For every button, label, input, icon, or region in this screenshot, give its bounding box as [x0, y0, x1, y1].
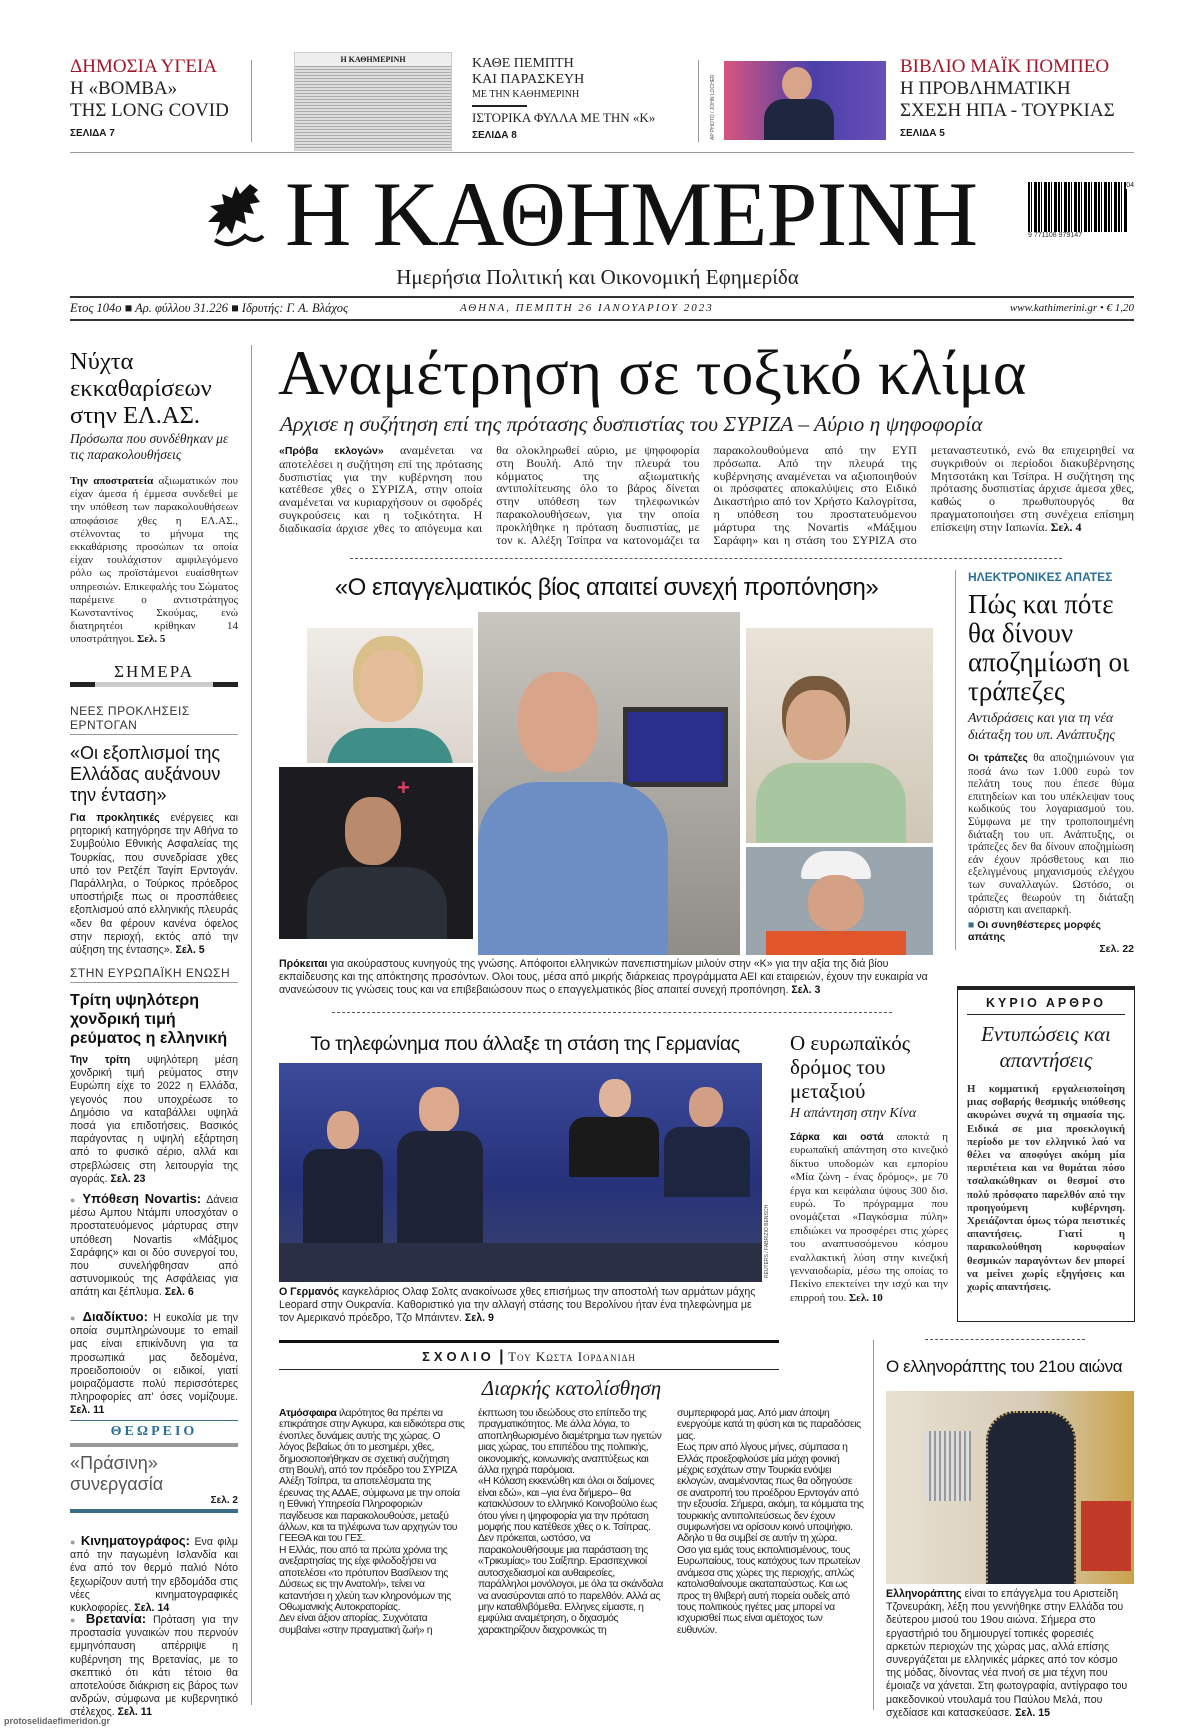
related-link[interactable] [968, 919, 1134, 943]
barcode-issue: 04 [1126, 182, 1134, 189]
thumbnail-title: Η ΚΑΘΗΜΕΡΙΝΗ [295, 53, 451, 66]
divider [70, 152, 1134, 153]
portrait-clothes [478, 782, 668, 955]
commentary-body [279, 1408, 864, 1636]
page-ref: Σελ. 4 [1050, 519, 1082, 534]
portrait-clothes [307, 867, 447, 939]
masthead-subtitle: Ημερήσια Πολιτική και Οικονομική Εφημερίδα [396, 265, 799, 289]
portrait-masked-woman-photo [746, 628, 933, 843]
photo-credit: REUTERS / FABRIZIO BENSCH [764, 1204, 770, 1278]
pompeo-photo [724, 61, 886, 140]
article-subtitle: Η απάντηση στην Κίνα [790, 1106, 917, 1121]
masthead-title: Η ΚΑΘΗΜΕΡΙΝΗ [285, 163, 978, 265]
section-label: ΣΗΜΕΡΑ [114, 662, 194, 681]
portrait-face [518, 672, 598, 772]
barcode [1028, 182, 1134, 248]
article-body [968, 752, 1134, 917]
person-suit [664, 1127, 750, 1197]
article-body [70, 475, 238, 647]
page-ref: Σελ. 2 [210, 1495, 238, 1506]
section-label: ΣΧΟΛΙΟ [422, 1349, 495, 1364]
portrait-clothes [766, 931, 906, 955]
divider [698, 60, 699, 142]
embroidery-machine [926, 1431, 971, 1501]
divider [70, 682, 238, 687]
portrait-face [359, 650, 417, 722]
brief-lead: Βρετανία: [85, 1611, 147, 1626]
brief-internet[interactable] [70, 1310, 238, 1418]
section-label: ΚΥΡΙΟ ΑΡΘΡΟ [967, 996, 1125, 1015]
teaser-title: ΤΗΣ LONG COVID [70, 100, 229, 121]
article-title: «Οι εξοπλισμοί της Ελλάδας αυξάνουν την ένταση» [70, 743, 221, 805]
article-title: «Πράσινη» συνεργασία [70, 1453, 164, 1494]
divider [332, 1012, 892, 1013]
lead-headline: Αναμέτρηση σε τοξικό κλίμα [278, 337, 1027, 408]
brief-text: Δάνεια μέσω Αμπου Ντάμπι υποσχόταν ο προστατευόμενος μάρτυρας στην υπόθεση Novartis «Μάξιμος Σαράφης» και οι δύο συνεργοί του, που συνελήφθησαν από αστυνομικούς της Ασφάλειας για απάτη και ξέπλυμα. [70, 1194, 238, 1299]
page-ref: Σελ. 3 [791, 984, 821, 997]
today-header [70, 662, 238, 687]
divider [70, 319, 1134, 321]
article-lead: Ελληνοράπτης [886, 1588, 962, 1600]
teaser-page: ΣΕΛΙΔΑ 5 [900, 128, 945, 139]
page-ref: Σελ. 5 [137, 633, 166, 646]
article-title: Εντυπώσεις και απαντήσεις [981, 1022, 1111, 1072]
page-ref: Σελ. 22 [1099, 942, 1134, 955]
article-banks[interactable] [968, 570, 1134, 955]
brief-cinema[interactable] [70, 1534, 238, 1615]
theoreio-box[interactable] [70, 1420, 238, 1513]
teaser-kicker: ΔΗΜΟΣΙΑ ΥΓΕΙΑ [70, 56, 218, 77]
brief-text: Πρόταση για την προστασία γυναικών που περνούν εμμηνόπαυση απέρριψε η κυβέρνηση της Βρετανίας, με το σκεπτικό ότι κάτι τέτοιο θα αποτελούσε διάκριση εις βάρος των ανδρών, σύμφωνα με κυβερνητικό στέλεχος. [70, 1614, 238, 1719]
portrait-older-man-photo [478, 612, 740, 955]
page-ref: Σελ. 9 [464, 1312, 494, 1325]
lead-subheadline: Αρχισε η συζήτηση επί της πρότασης δυσπιστίας του ΣΥΡΙΖΑ – Αύριο η ψηφοφορία [280, 412, 983, 436]
commentary-header [279, 1348, 779, 1370]
brief-text: Η ευκολία με την οποία συμπληρώνουμε το email μας είναι επικίνδυνη για τα προσωπικά μας δεδομένα, προειδοποιούν οι ειδικοί, γιατί μοιραζόμαστε πολύ περισσότερες πληροφορίες απ' όσες νομίζουμε. [70, 1312, 239, 1404]
monitor [623, 707, 728, 787]
teaser-title: ΣΧΕΣΗ ΗΠΑ - ΤΟΥΡΚΙΑΣ [900, 100, 1115, 121]
brief-text: Ενα φιλμ από την παγωμένη Ισλανδία και ένα από τον θερμό παλιό Νότο ξεχωρίζουν αυτή την εβδομάδα στις νέες κινηματογραφικές κυκλοφορίες. [70, 1536, 238, 1615]
article-text: ενέργειες και ρητορική κατηγόρησε την Αθήνα το Συμβούλιο Εθνικής Ασφαλείας της Τουρκίας, που συνεδρίασε χθες υπό τον Ρετζέπ Ταγίπ Ερντογάν. Παράλληλα, ο Τούρκος πρόεδρος υποστήριξε πως οι προσπάθειες εξοπλισμού από ελληνικής πλευράς «δεν θα φέρουν κανένα όφελος στην περιοχή, εκτός από την αύξηση της έντασης». [70, 812, 238, 957]
column-divider [873, 1340, 874, 1710]
person-suit [303, 1149, 383, 1249]
article-lead: Οι τράπεζες [968, 753, 1028, 764]
article-police-purge[interactable] [70, 348, 238, 647]
separator: | [499, 1348, 504, 1365]
page-ref: Σελ. 15 [1015, 1706, 1051, 1719]
article-body: Η κομματική εργαλειοποίηση μιας σοβαρής θεσμικής υπόθεσης ακυρώνει συχνά τη σημασία της. Ειδικά σε μια προεκλογική περίοδο με τον ελληνικό λαό να θέλει να αποφύγει ακόμη μία περιπέτεια και να θυμάται πόσο τσαλακώθηκαν οι θεσμοί στο πολύ πρόσφατο παρελθόν από την προηγούμενη κυβέρνηση. Χρειάζονται όμως τώρα πειστικές απαντήσεις. Γιατί η παρακολούθηση κορυφαίων θεσμικών παραγόντων δεν μπορεί να μείνει χωρίς εξηγήσεις και χωρίς απαντήσεις. [967, 1083, 1125, 1294]
person-face [327, 1111, 359, 1149]
teaser-title: Η ΠΡΟΒΛΗΜΑΤΙΚΗ [900, 78, 1071, 99]
page-ref: Σελ. 10 [848, 1291, 883, 1304]
germany-headline: Το τηλεφώνημα που άλλαξε τη στάση της Γερμανίας [310, 1033, 740, 1055]
barcode-number: 9 771108 979147 [1028, 232, 1082, 239]
section-label: ΝΕΕΣ ΠΡΟΚΛΗΣΕΙΣ ΕΡΝΤΟΓΑΝ [70, 704, 238, 735]
fabric [1081, 1501, 1131, 1571]
author-byline: Του Κωστα Ιορδανιδη [508, 1349, 636, 1364]
teaser-kicker: ΚΑΙ ΠΑΡΑΣΚΕΥΗ [472, 72, 585, 87]
portrait-woman-photo [307, 628, 473, 763]
article-lead: Ο Γερμανός [279, 1286, 339, 1298]
brief-britain[interactable] [70, 1612, 238, 1720]
teaser-kicker: ΚΑΘΕ ΠΕΜΠΤΗ [472, 56, 574, 71]
brief-body [70, 1612, 238, 1720]
plus-icon: + [397, 775, 410, 800]
article-silk-road[interactable] [790, 1031, 948, 1305]
article-lead: Την αποστρατεία [70, 475, 154, 487]
brief-body [70, 1310, 238, 1418]
article-title: Νύχτα εκκαθαρίσεων στην ΕΛ.ΑΣ. [70, 348, 212, 429]
page-ref: Σελ. 11 [70, 1404, 105, 1417]
article-lead: Την τρίτη [70, 1054, 131, 1066]
portrait-clothes [756, 763, 906, 843]
training-caption [279, 958, 941, 998]
teaser-pompeo-book[interactable] [900, 56, 1130, 139]
tailor-caption [886, 1588, 1134, 1720]
article-text: καγκελάριος Ολαφ Σολτς ανακοίνωσε χθες επισήμως την αποστολή των αρμάτων μάχης Leopard στην Ουκρανία. Καθοριστικό για την αλλαγή στάσης του Βερολίνου ήταν ένα τηλεφώνημα με τον Αμερικανό πρόεδρο, Τζο Μπάιντεν. [279, 1286, 756, 1325]
divider [472, 105, 527, 107]
article-lead: «Πρόβα εκλογών» [279, 445, 384, 457]
brief-lead: Διαδίκτυο: [82, 1309, 148, 1324]
article-body [790, 1131, 948, 1305]
divider [925, 1339, 1085, 1340]
jacket [986, 1411, 1076, 1584]
section-label: ΘΕΩΡΕΙΟ [70, 1421, 238, 1447]
article-lead: Ατμόσφαιρα [279, 1408, 337, 1419]
teaser-page: ΣΕΛΙΔΑ 8 [472, 129, 517, 141]
dateline-issue: Ετος 104ο ■ Αρ. φύλλου 31.226 ■ Ιδρυτής: Γ. Α. Βλάχος [70, 301, 349, 315]
article-text: αναμένεται να αποτελέσει η συζήτηση επί της πρότασης δυσπιστίας για την κυβέρνηση που κατέθεσε χθες ο ΣΥΡΙΖΑ, στην οποία αναμένεται να κυριαρχήσουν οι σφοδρές συγκρούσεις και η τοξικότητα. Η διαδικασία άρχισε χθες το απόγευμα και θα ολοκληρωθεί αύριο, με ψηφοφορία στη Βουλή. Από την πλευρά του κόμματος της αξιωματικής αντιπολίτευσης όλο το βάρος δίνεται στην υπόθεση των τηλεφωνικών παρακολουθήσεων, για την οποία προκλήθηκε η πρόταση δυσπιστίας, με τον κ. Αλέξη Τσίπρα να κατονομάζει τα παρακολουθούμενα από την ΕΥΠ πρόσωπα. Από την πλευρά της κυβέρνησης αναμένεται να αξιοποιηθούν οι πρόσφατες αποκαλύψεις στο Ειδικό Δικαστήριο από τον Χρήστο Καλογρίτσα, η υπόθεση του προστατευόμενου μάρτυρα της Novartis «Μάξιμου Σαράφη» και η στάση του ΣΥΡΙΖΑ στο μεταναστευτικό, ενώ θα επιχειρηθεί να συγκριθούν οι περίοδοι διακυβέρνησης Μητσοτάκη και Τσίπρα. Η συζήτηση της πρότασης δυσπιστίας άρχισε άμεσα χθες, καθώς ο πρωθυπουργός θα πραγματοποιήσει στη συνέχεια επίσημη επίσκεψη στην Ιαπωνία. [279, 443, 1134, 547]
portrait-face [782, 67, 812, 101]
commentary-title: Διαρκής κατολίσθηση [481, 1376, 662, 1400]
article-body [70, 812, 238, 957]
person-clothes [569, 1117, 659, 1177]
article-subtitle: Αντιδράσεις και για τη νέα διάταξη του υπ. Ανάπτυξης [968, 711, 1116, 743]
portrait-face [786, 690, 846, 760]
divider [70, 296, 1134, 298]
dateline-date: ΑΘΗΝΑ, ΠΕΜΠΤΗ 26 ΙΑΝΟΥΑΡΙΟΥ 2023 [460, 302, 714, 314]
tailor-jacket-photo [886, 1391, 1134, 1584]
article-text: ιλαρότητος θα πρέπει να επικράτησε στην Αγκυρα, και ειδικότερα στις ένοπλες δυνάμεις αυτής της χώρας. Ο λόγος βεβαίως ότι το μεσημέρι, χθες, δημοσιοποιήθηκαν σε σχετική συζήτηση στη Βουλή, από τον πρόεδρο του ΣΥΡΙΖΑ Αλέξη Τσίπρα, τα αποτελέσματα της έρευνας της ΑΔΑΕ, σύμφωνα με την οποία η Εθνική Υπηρεσία Πληροφοριών παγίδευσε και παρακολουθούσε, μεταξύ άλλων, και τα τηλέφωνα των αρχηγών του ΓΕΕΘΑ και του ΓΕΣ. Η Ελλάς, που από τα πρώτα χρόνια της ανεξαρτησίας της είχε φιλοδοξήσει να αποτελέσει «το πρότυπον Βασίλειον της Δύσεως εις την Ανατολή», τείνει να καταντήσει η χλεύη των κληρονόμων της Οθωμανικής Αυτοκρατορίας. Δεν είναι άξιον απορίας. Συχνότατα συμβαίνει «στην πραγματική ζωή» η έκπτωση του ιδεώδους στο επίπεδο της πραγματικότητος. Με άλλα λόγια, το αποπληθωρισμένο διαμέτρημα των ηγετών μιας χώρας, του επιπέδου της πολιτικής, οικονομικής, κοινωνικής αναπτύξεως και άλλα ηχηρά παρόμοια. «Η Κόλαση εκκενώθη και όλοι οι δαίμονες είναι εδώ», και –για ένα διήμερο– θα κατακλύσουν το ελληνικό Κοινοβούλιο έως ότου γίνει η ψηφοφορία για την πρόταση μομφής που κατέθεσε χθες ο κ. Τσίπρας. Δεν πρόκειται, ωστόσο, να παρακολουθήσουμε μια παράσταση της «Τρικυμίας» του Σαίξπηρ. Ερασιτεχνικοί αυτοσχεδιασμοί και αυθαιρεσίες, παράλληλοι μονόλογοι, με όλα τα σκάνδαλα να ανασύρονται από το παρελθόν. Αλλά ας μην καταθλιβόμεθα. Ελληνες είμαστε, η εμφύλια αναμέτρηση, ο διχασμός χαρακτηρίζουν διαχρονικώς τη συμπεριφορά μας. Από μιαν άποψη ενεργούμε κατά τη φύση και τις παραδόσεις μας. Εως πριν από λίγους μήνες, σύμπασα η Ελλάς προεξοφλούσε μία μάχη φονική μέχρις εσχάτων στην Τουρκία ενόψει εκλογών, αναμένοντας πως θα οδηγούσε σε ανατροπή του προέδρου Ερντογάν από την εξουσία. Σήμερα, ακόμη, τα κόμματα της τουρκικής αντιπολιτεύσεως δεν έχουν συμφωνήσει να ορίσουν κοινό υποψήφιο. Αδηλο τι θα συμβεί σε αυτήν τη χώρα. Οσο για εμάς τους εκπολιτισμένους, τους Ευρωπαίους, τους κατόχους των πρωτείων ανάμεσα στις χώρες της περιοχής, απλώς κατολισθαίνουμε ακαταπαύστως. Και ως προς τη θλιβερή αυτή πορεία ουδείς από τους πολιτικούς ηγέτες μας μπορεί να ισχυρισθεί πως είναι αμέτοχος των ευθυνών. [279, 1408, 864, 1636]
related-link-label: Οι συνηθέστερες μορφές απάτης [968, 918, 1101, 943]
teaser-public-health[interactable] [70, 56, 240, 139]
page-ref: Σελ. 23 [110, 1172, 146, 1185]
portrait-face [345, 797, 401, 865]
person-face [689, 1087, 723, 1127]
editorial-box[interactable] [957, 986, 1135, 1322]
article-lead: Σάρκα και οστά [790, 1132, 884, 1143]
teaser-title: Η «ΒΟΜΒΑ» [70, 78, 178, 99]
bundestag-photo [279, 1063, 762, 1282]
watermark: protoselidaefimeridon.gr [4, 1716, 111, 1726]
article-title: Πώς και πότε θα δίνουν αποζημίωση οι τράπεζες [968, 589, 1130, 706]
section-label: ΣΤΗΝ ΕΥΡΩΠΑΪΚΗ ΕΝΩΣΗ [70, 966, 238, 983]
column-divider [251, 345, 252, 1705]
divider [251, 60, 252, 142]
divider [350, 558, 1062, 559]
teaser-sub: ΜΕ ΤΗΝ ΚΑΘΗΜΕΡΙΝΗ [472, 89, 580, 100]
article-text: αξιωματικών που είχαν άμεσα ή έμμεσα συνδεθεί με την υπόθεση των παρακολουθήσεων αποφάσισε χθες η ΕΛ.ΑΣ., στέλνοντας το μήνυμα της εκκαθάρισης προσώπων τα οποία είχαν τουλάχιστον αμφιλεγόμενο ρόλο ως προϊστάμενοι ευαίσθητων υπηρεσιών. Επικεφαλής του Σώματος παρέμεινε ο αντιστράτηγος Κωνσταντίνος Σκούμας, ενώ διατηρητέοι κρίθηκαν 14 υποστράτηγοι. [70, 475, 238, 646]
person-face [599, 1079, 631, 1117]
brief-lead: Υπόθεση Novartis: [82, 1191, 202, 1206]
portrait-helmet-man-photo [746, 847, 933, 955]
article-subtitle: Πρόσωπα που συνδέθηκαν με τις παρακολουθήσεις [70, 431, 229, 462]
lead-body [279, 444, 1134, 546]
person-face [419, 1087, 459, 1133]
column-divider [955, 570, 956, 950]
article-title: Ο ευρωπαϊκός δρόμος του μεταξιού [790, 1031, 911, 1103]
brief-body [70, 1192, 238, 1300]
portrait-young-man-photo [279, 767, 473, 939]
portrait-suit [764, 99, 834, 140]
germany-caption [279, 1286, 769, 1326]
training-headline: «Ο επαγγελματικός βίος απαιτεί συνεχή προπόνηση» [334, 574, 879, 601]
photo-credit: AP PHOTO / JOHN LOCHER [710, 74, 716, 140]
page-ref: Σελ. 5 [175, 944, 205, 957]
article-text: είναι το επάγγελμα του Αριστείδη Τζονευράκη, λέξη που γεννήθηκε στην Ελλάδα του δεύτερου μισού του 19ου αιώνα. Σήμερα στο εργαστήριό του δημιουργεί τοπικές φορεσιές αρκετών περιοχών της χώρας μας, αλλά επίσης συνεργάζεται με ελληνικές μάρκες από τον κόσμο της μόδας, δίνοντας νέα πνοή σε μια τέχνη που έμοιαζε να χάνεται. Στη φωτογραφία, αντίγραφο του μακεδονικού ντουλαμά του Παύλου Μελά, που σχεδίασε και κατασκεύασε. [886, 1588, 1128, 1719]
teaser-title: ΙΣΤΟΡΙΚΑ ΦΥΛΛΑ ΜΕ ΤΗΝ «Κ» [472, 109, 656, 125]
brief-body [70, 1534, 238, 1615]
brief-novartis[interactable] [70, 1192, 238, 1300]
griffin-logo-icon [205, 180, 275, 252]
article-text: θα αποζημιώνουν για ποσά άνω των 1.000 ευρώ τον πελάτη τους που έπεσε θύμα επιτηδείων και του υπέκλεψαν τους κωδικούς του λογαριασμού του. Σύμφωνα με την τροποποιημένη διάταξη του υπ. Ανάπτυξης, οι τράπεζες δεν θα δίνουν αποζημίωση εάν έχουν πρόσθετους και πιο εξελιγμένους μηχανισμούς ελέγχου των συναλλαγών. Ωστόσο, οι τράπεζες θεωρούν τη διάταξη αόριστη και ανεπαρκή. [968, 752, 1134, 917]
article-title: Τρίτη υψηλότερη χονδρική τιμή ρεύματος η ελληνική [70, 992, 228, 1047]
divider [279, 1340, 779, 1343]
teaser-kicker: ΒΙΒΛΙΟ ΜΑΪΚ ΠΟΜΠΕΟ [900, 56, 1110, 77]
section-label: ΗΛΕΚΤΡΟΝΙΚΕΣ ΑΠΑΤΕΣ [968, 570, 1113, 584]
article-electricity[interactable] [70, 966, 238, 1186]
portrait-clothes [327, 728, 453, 763]
historic-newspaper-thumbnail [294, 52, 452, 151]
page-ref: Σελ. 11 [117, 1706, 153, 1719]
article-erdogan[interactable] [70, 704, 238, 957]
barcode-bars [1028, 182, 1128, 232]
article-text: για ακούραστους κυνηγούς της γνώσης. Απόφοιτοι ελληνικών πανεπιστημίων μιλούν στην «Κ» για την αξία της διά βίου εκπαίδευσης και της απόκτησης προσόντων. Ολοι τους, μέσα από μικρής διάρκειας προγράμματα ΑΕΙ και εταιρειών, έχουν την ευκαιρία να ανανεώσουν τις γνώσεις τους και να επιβεβαιώσουν πως ο επαγγελματικός βίος απαιτεί συνεχή προπόνηση. [279, 958, 928, 997]
article-text: υψηλότερη μέση χονδρική τιμή ρεύματος στην Ευρώπη είχε το 2022 η Ελλάδα, γεγονός που υποχρέωσε το Δημόσιο να καταβάλλει υψηλά ποσά για επιδοτήσεις. Βασικός παράγοντας η υψηλή εξάρτηση από το φυσικό αέριο, αλλά και στρεβλώσεις στη λειτουργία της αγοράς. [70, 1054, 238, 1185]
article-lead: Για προκλητικές [70, 812, 160, 824]
teaser-historic-issues[interactable] [472, 56, 682, 141]
page-ref: Σελ. 14 [134, 1602, 170, 1615]
teaser-page: ΣΕΛΙΔΑ 7 [70, 128, 115, 139]
dateline-price: www.kathimerini.gr • € 1,20 [1009, 302, 1134, 314]
article-body [70, 1054, 238, 1186]
tailor-headline: Ο ελληνοράπτης του 21ου αιώνα [886, 1357, 1123, 1376]
article-lead: Πρόκειται [279, 958, 328, 970]
page-ref: Σελ. 6 [164, 1286, 194, 1299]
square-bullet-icon: ■ [968, 918, 978, 931]
portrait-face [808, 875, 864, 931]
article-text: αποκτά η ευρωπαϊκή απάντηση στο κινεζικό δίκτυο υποδομών και εμπορίου «Μία ζώνη - ένας δρόμος», με 70 έργα και κεφάλαια ύψους 300 δισ. ευρώ. Το πρόγραμμα που ονομάζεται «Παγκόσμια πύλη» επιδιώκει να προσφέρει στις χώρες του αναπτυσσόμενου κόσμου εναλλακτική λύση στην κινεζική γενναιοδωρία, μέσω της οποίας το Πεκίνο επεκτείνει την ισχύ και την επιρροή του. [790, 1131, 948, 1304]
desk [279, 1243, 762, 1282]
brief-lead: Κινηματογράφος: [80, 1533, 191, 1548]
